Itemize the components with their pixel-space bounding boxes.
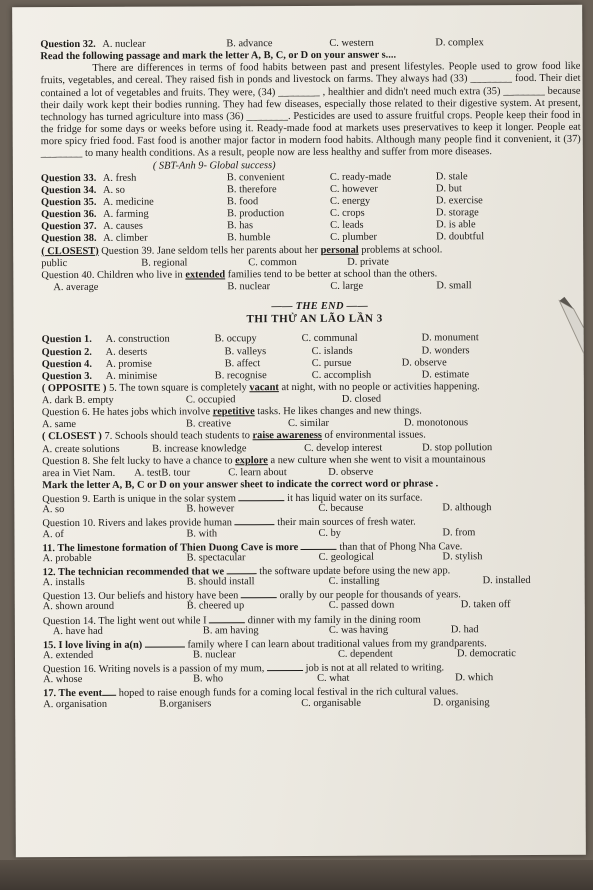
option-d: D. storage — [436, 207, 479, 219]
option-c: C. energy — [329, 195, 371, 207]
option-d: D. stylish — [442, 551, 483, 563]
option-c: C. develop interest — [304, 442, 383, 454]
option-b: B. convenient — [226, 171, 285, 183]
question-11-stem: 11. The limestone formation of Thien Duong Cave is more than that of Phong Nha Cave. — [42, 541, 463, 554]
option-b: B. am having — [202, 624, 259, 637]
question-17-stem: 17. The event hoped to raise enough funds for a coming local festival in the rich cultural values. — [43, 686, 459, 700]
option-c: C. by — [318, 527, 342, 539]
option-c: C. crops — [330, 207, 365, 219]
option-a: A. nuclear — [102, 38, 146, 50]
option-c: C. communal — [301, 333, 358, 345]
option-d: D. is able — [436, 219, 476, 231]
option-b: B. regional — [141, 257, 188, 269]
answer-blank — [241, 588, 277, 598]
question-15-stem: 15. I love living in a(n) family where I can learn about traditional values from my grandparents. — [42, 638, 487, 651]
option-a: A. climber — [103, 233, 148, 245]
option-d: D. organising — [433, 696, 490, 708]
question-6-stem: Question 6. He hates jobs which involve repetitive tasks. He likes changes and new things. — [41, 405, 422, 419]
option-ab: A. testB. tour — [134, 467, 191, 479]
answer-blank — [239, 491, 285, 501]
option-a: A. organisation — [43, 698, 108, 710]
question-16-stem: Question 16. Writing novels is a passion of my mum, job is not at all related to writing. — [43, 662, 445, 676]
option-d: D. closed — [341, 393, 382, 405]
option-a: A. minimise — [105, 370, 158, 382]
section-title: THI THỬ AN LÃO LẦN 3 — [246, 312, 383, 326]
option-b: B. production — [227, 208, 285, 220]
option-b: B. creative — [185, 418, 232, 430]
option-a: A. average — [53, 281, 99, 294]
option-b: B. recognise — [214, 369, 267, 382]
closest-tag: ( CLOSEST) — [41, 245, 99, 257]
option-d: D. monument — [421, 332, 479, 344]
option-c: C. western — [329, 37, 374, 49]
option-a: A. causes — [103, 220, 143, 233]
answer-blank — [301, 540, 337, 550]
answer-blank — [209, 613, 245, 623]
option-b: B. occupy — [214, 333, 257, 345]
option-d: D. monotonous — [403, 417, 469, 429]
option-a: A. same — [41, 419, 77, 431]
option-b: B. spectacular — [186, 552, 246, 564]
option-d: D. but — [435, 183, 462, 195]
option-c: C. leads — [330, 219, 364, 232]
option-c: C. large — [330, 280, 364, 292]
option-c: C. was having — [328, 624, 389, 636]
option-b: B. with — [186, 527, 218, 540]
option-d: D. from — [442, 526, 476, 538]
question-number: Question 38. — [41, 233, 97, 245]
option-c: C. ready-made — [329, 171, 392, 183]
option-b: B. therefore — [226, 183, 277, 196]
option-a: A. of — [42, 528, 64, 540]
option-a: A. have had — [52, 625, 103, 637]
option-b: B. has — [227, 220, 254, 232]
option-b: B. should install — [186, 576, 255, 588]
answer-blank — [227, 564, 257, 574]
option-d: D. small — [436, 280, 472, 292]
option-d: D. observe — [401, 356, 447, 369]
option-c: C. accomplish — [311, 369, 372, 381]
option-a: A. farming — [103, 208, 149, 220]
option-a: A. create solutions — [42, 443, 120, 455]
question-9-stem: Question 9. Earth is unique in the solar system it has liquid water on its surface. — [42, 492, 423, 506]
option-b: B. however — [186, 503, 235, 515]
option-d: D. private — [347, 256, 389, 268]
the-end: —— THE END —— — [271, 300, 369, 313]
question-number: Question 3. — [41, 370, 93, 382]
question-number: Question 33. — [40, 172, 97, 184]
question-40-options — [41, 280, 581, 294]
key-word: raise awareness — [252, 430, 322, 442]
answer-blank — [235, 516, 275, 526]
option-d: D. democratic — [456, 648, 516, 660]
key-word: personal — [320, 244, 359, 256]
opposite-tag: ( OPPOSITE ) — [41, 382, 107, 395]
option-a: A. deserts — [105, 346, 148, 358]
key-word: extended — [185, 269, 226, 281]
question-13-stem: Question 13. Our beliefs and history have been orally by our people for thousands of years. — [42, 589, 461, 603]
option-b: B. increase knowledge — [152, 442, 247, 455]
passage-instruction: Read the following passage and mark the letter A, B, C, or D on your answer s.... — [40, 49, 397, 63]
option-a: A. so — [102, 184, 125, 196]
option-a: A. medicine — [102, 196, 154, 208]
option-c: C. plumber — [330, 232, 377, 244]
answer-blank — [267, 661, 303, 671]
option-a: A. fresh — [102, 172, 137, 184]
option-d: D. installed — [482, 575, 531, 587]
key-word: vacant — [249, 382, 279, 394]
closest-tag: ( CLOSEST ) — [42, 431, 102, 443]
option-b: B. who — [193, 673, 224, 685]
answer-blank — [145, 637, 185, 647]
option-b: B. nuclear — [227, 281, 271, 293]
question-number: Question 34. — [40, 184, 97, 196]
option-c: C. similar — [287, 418, 329, 430]
option-b: B. nuclear — [192, 649, 236, 661]
option-c: C. pursue — [311, 357, 352, 369]
question-14-stem: Question 14. The light went out while I dinner with my family in the dining room — [42, 614, 421, 627]
option-c: C. learn about — [228, 466, 287, 479]
option-c: C. what — [317, 673, 350, 685]
option-a: A. whose — [43, 674, 83, 686]
option-d: D. estimate — [421, 369, 470, 381]
pen-icon — [543, 291, 585, 371]
option-a: A. extended — [42, 649, 94, 662]
question-number: Question 4. — [41, 358, 92, 370]
option-b: B. affect — [224, 357, 261, 369]
opposite-question-5: ( OPPOSITE ) 5. The town square is completely vacant at night, with no people or activities happening. — [41, 381, 480, 395]
option-d: D. had — [450, 623, 479, 636]
passage-text: There are differences in terms of food habits between past and present lifestyles. People used to grow food like fruits, vegetables, and cereal. They raised fish in ponds and livestock on farms. They always had (33) ________ food. Their diet contained a lot of vegetables and fruits. They were, (34) ________ , healthier and didn't need much extra (35) ________ because their daily work kept their bodies running. They had few diseases, especially those related to their digestive system. At present, technology has turned agriculture into mass (36) ________. Pesticides are used to assure fruitful crops. People keep their food in the fridge for some days or weeks before using it. Ready-made food at markets uses preservatives to keep it longer. People eat more spicy fried food. Fast food is another major factor in modern food habits. Although many people find it convenient, it (37) ________ to many health conditions. As a result, people now are less healthy and suffer from more diseases. — [40, 61, 581, 160]
option-d: D. stale — [435, 170, 468, 183]
option-a: A. probable — [42, 552, 92, 565]
question-number: Question 36. — [41, 208, 97, 221]
question-17-options — [43, 696, 583, 710]
option-d: D. stop pollution — [422, 441, 493, 454]
option-c: C. geological — [318, 551, 374, 563]
key-word: explore — [235, 454, 268, 467]
option-d: D. complex — [435, 37, 484, 49]
option-a: A. promise — [105, 358, 152, 370]
option-a: A. shown around — [42, 601, 115, 613]
option-b: B.organisers — [159, 697, 212, 710]
option-a: A. so — [42, 504, 65, 516]
option-d: D. although — [442, 502, 492, 514]
option-c: C. dependent — [337, 648, 393, 660]
question-number: Question 2. — [41, 346, 92, 358]
key-word: repetitive — [212, 406, 255, 418]
passage-source: ( SBT-Anh 9- Global success) — [152, 159, 276, 172]
question-number: Question 32. — [40, 38, 96, 51]
exam-content — [40, 37, 583, 711]
option-d: D. exercise — [435, 195, 483, 207]
option-a: A. installs — [42, 577, 85, 589]
mark-instruction: Mark the letter A, B, C or D on your answer sheet to indicate the correct word or phrase . — [42, 478, 439, 492]
option-c: C. installing — [328, 575, 380, 588]
option-b: B. cheered up — [186, 600, 245, 612]
option-c: C. because — [318, 503, 364, 515]
option-d: D. observe — [328, 466, 374, 478]
option-c: C. passed down — [328, 600, 395, 612]
option-b: B. food — [226, 196, 259, 208]
question-8-options: area in Viet Nam. A. testB. tour C. learn about D. observe — [42, 466, 374, 480]
option-a: public — [41, 257, 68, 269]
option-d: D. wonders — [421, 344, 470, 356]
option-b: B. valleys — [224, 345, 267, 357]
option-b: B. advance — [226, 38, 273, 50]
question-number: Question 1. — [41, 334, 92, 346]
question-8-stem: Question 8. She felt lucky to have a chance to explore a new culture when she went to visit a mountainous — [42, 453, 486, 467]
option-b: B. humble — [227, 232, 271, 244]
exam-paper — [12, 5, 586, 857]
answer-blank — [102, 686, 116, 696]
question-number: Question 35. — [40, 196, 97, 209]
option-a: A. construction — [105, 333, 170, 346]
option-d: D. taken off — [460, 599, 511, 611]
option-d: D. which — [455, 672, 494, 684]
option-d: D. doubtful — [436, 231, 485, 243]
question-7-stem: ( CLOSEST ) 7. Schools should teach students to raise awareness of environmental issues. — [42, 429, 426, 443]
desk-edge — [0, 860, 593, 890]
question-12-stem: 12. The technician recommended that we the software update before using the new app. — [42, 565, 451, 579]
option-c: C. occupied — [185, 394, 236, 406]
option-c: C. however — [329, 183, 378, 195]
option-ab: A. dark B. empty — [41, 394, 114, 407]
option-c: C. common — [248, 256, 297, 268]
question-40-stem: Question 40. Children who live in extended families tend to be better at school than the others. — [41, 268, 438, 281]
question-39-stem: ( CLOSEST) Question 39. Jane seldom tells her parents about her personal problems at school. — [41, 243, 443, 257]
option-c: C. organisable — [301, 697, 362, 709]
question-10-stem: Question 10. Rivers and lakes provide human their main sources of fresh water. — [42, 516, 416, 530]
question-number: Question 37. — [41, 221, 97, 233]
option-c: C. islands — [311, 345, 353, 357]
